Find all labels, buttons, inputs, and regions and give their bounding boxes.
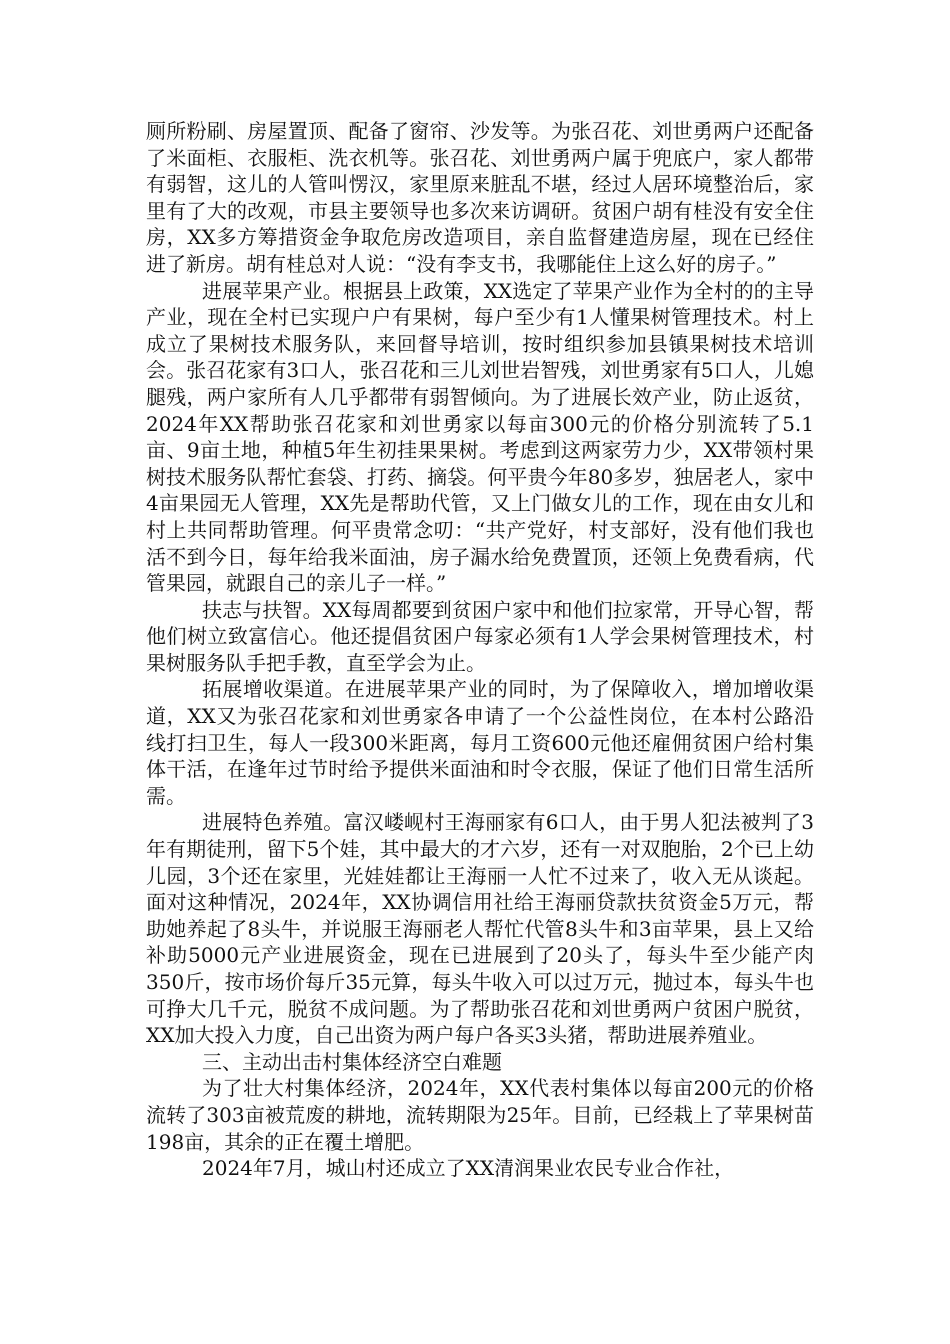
paragraph-cooperative: 2024年7月，城山村还成立了XX清润果业农民专业合作社，	[202, 1156, 735, 1181]
paragraph-collective-economy: 为了壮大村集体经济，2024年，XX代表村集体以每亩200元的价格流转了303亩被荒废的耕地，流转期限为25年。目前，已经栽上了苹果树苗198亩，其余的正在覆土增肥。	[146, 1076, 814, 1154]
document-body	[146, 118, 814, 1182]
paragraph-ambition-and-wisdom: 扶志与扶智。XX每周都要到贫困户家中和他们拉家常，开导心智，帮他们树立致富信心。他还提倡贫困户每家必须有1人学会果树管理技术，村果树服务队手把手教，直至学会为止。	[146, 597, 814, 675]
section-heading-collective-economy: 三、主动出击村集体经济空白难题	[202, 1049, 502, 1074]
paragraph-livestock-breeding: 进展特色养殖。富汉嵝岘村王海丽家有6口人，由于男人犯法被判了3年有期徒刑，留下5个娃，其中最大的才六岁，还有一对双胞胎，2个已上幼儿园，3个还在家里，光娃娃都让王海丽一人忙不过来了，收入无从谈起。面对这种情况，2024年，XX协调信用社给王海丽贷款扶贫资金5万元，帮助她养起了8头牛，并说服王海丽老人帮忙代管8头牛和3亩苹果，县上又给补助5000元产业进展资金，现在已进展到了20头了，每头牛至少能产肉350斤，按市场价每斤35元算，每头牛收入可以过万元，抛过本，每头牛也可挣大几千元，脱贫不成问题。为了帮助张召花和刘世勇两户贫困户脱贫，XX加大投入力度，自己出资为两户每户各买3头猪，帮助进展养殖业。	[146, 810, 814, 1048]
paragraph-housing-improvement: 厕所粉刷、房屋置顶、配备了窗帘、沙发等。为张召花、刘世勇两户还配备了米面柜、衣服柜、洗衣机等。张召花、刘世勇两户属于兜底户，家人都带有弱智，这儿的人管叫愣汉，家里原来脏乱不堪，经过人居环境整治后，家里有了大的改观，市县主要领导也多次来访调研。贫困户胡有桂没有安全住房，XX多方筹措资金争取危房改造项目，亲自监督建造房屋，现在已经住进了新房。胡有桂总对人说：“没有李支书，我哪能住上这么好的房子。”	[146, 119, 814, 276]
paragraph-apple-industry: 进展苹果产业。根据县上政策，XX选定了苹果产业作为全村的的主导产业，现在全村已实现户户有果树，每户至少有1人懂果树管理技术。村上成立了果树技术服务队，来回督导培训，按时组织参加县镇果树技术培训会。张召花家有3口人，张召花和三儿刘世岩智残，刘世勇家有5口人，儿媳腿残，两户家所有人几乎都带有弱智倾向。为了进展长效产业，防止返贫，2024年XX帮助张召花家和刘世勇家以每亩300元的价格分别流转了5.1亩、9亩土地，种植5年生初挂果果树。考虑到这两家劳力少，XX带领村果树技术服务队帮忙套袋、打药、摘袋。何平贵今年80多岁，独居老人，家中4亩果园无人管理，XX先是帮助代管，又上门做女儿的工作，现在由女儿和村上共同帮助管理。何平贵常念叨：“共产党好，村支部好，没有他们我也活不到今日，每年给我米面油，房子漏水给免费置顶，还领上免费看病，代管果园，就跟自己的亲儿子一样。”	[146, 278, 814, 596]
paragraph-income-channels: 拓展增收渠道。在进展苹果产业的同时，为了保障收入，增加增收渠道，XX又为张召花家和刘世勇家各申请了一个公益性岗位，在本村公路沿线打扫卫生，每人一段300米距离，每月工资600元他还雇佣贫困户给村集体干活，在逢年过节时给予提供米面油和时令衣服，保证了他们日常生活所需。	[146, 677, 814, 808]
